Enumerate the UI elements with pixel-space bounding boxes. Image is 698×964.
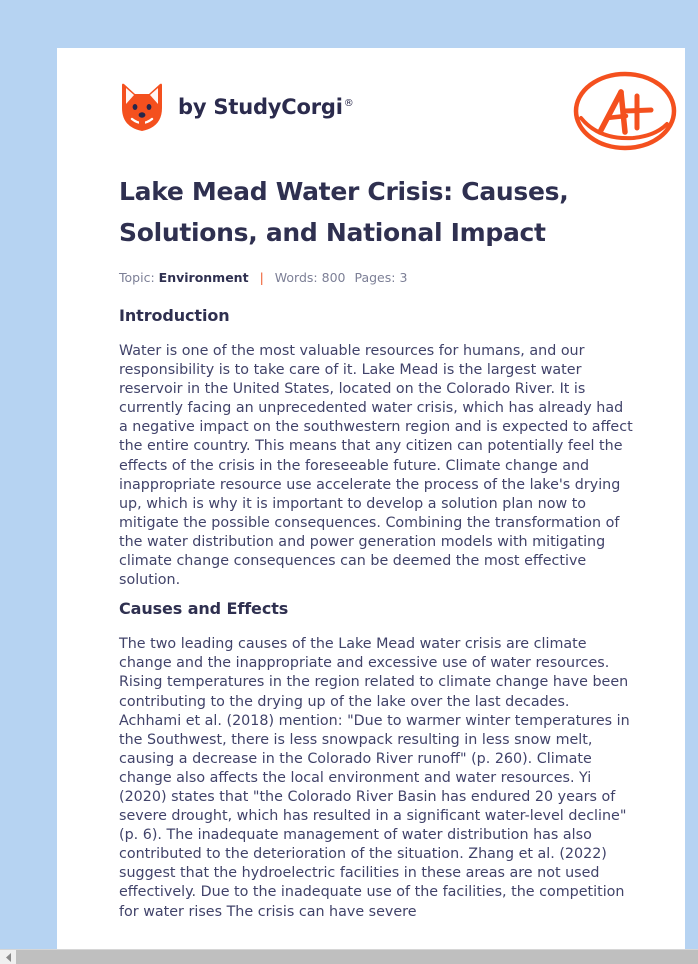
a-plus-circled-icon	[569, 66, 681, 156]
section-heading-introduction: Introduction	[119, 306, 230, 325]
horizontal-scrollbar[interactable]	[0, 949, 698, 964]
pages-label	[354, 270, 407, 285]
registered-trademark-icon: ®	[343, 98, 354, 109]
section-paragraph-introduction: Water is one of the most valuable resources for humans, and our responsibility is to take care of it. Lake Mead is the largest water reservoir in the United States, located on the Colorado River. It is currently facing an unprecedented water crisis, which has already had a negative impact on the southwestern region and is expected to affect the entire country. This means that any citizen can potentially feel the effects of the crisis in the foreseeable future. Climate change and inappropriate resource use accelerate the process of the lake's drying up, which is why it is important to develop a solution plan now to mitigate the possible consequences. Combining the transformation of the water distribution and power generation models with mitigating climate change consequences can be deemed the most effective solution.	[119, 343, 633, 589]
meta-separator: |	[259, 270, 264, 285]
document-meta	[119, 270, 407, 285]
page-title: Lake Mead Water Crisis: Causes, Solutions, and National Impact	[119, 177, 569, 247]
words-label-text: Words:	[274, 270, 318, 285]
pages-label-text: Pages:	[354, 270, 396, 285]
section-heading-causes-and-effects: Causes and Effects	[119, 599, 289, 619]
section-paragraph-causes-and-effects: The two leading causes of the Lake Mead water crisis are climate change and the inappropriate and excessive use of water resources. Rising temperatures in the region related to climate change have been contributing to the drying up of the lake over the last decades. Achhami et al. (2018) mention: "Due to warmer winter temperatures in the Southwest, there is less snowpack resulting in less snow melt, causing a decrease in the Colorado River runoff" (p. 260). Climate change also affects the local environment and water resources. Yi (2020) states that "the Colorado River Basin has endured 20 years of severe drought, which has resulted in a significant water-level decline" (p. 6). The inadequate management of water distribution has also contributed to the deterioration of the situation. Zhang et al. (2022) suggest that the hydroelectric facilities in these areas are not used effectively. Due to the inadequate use of the facilities, the competition for water rises The crisis can have severe	[119, 636, 630, 920]
brand-logo-lockup[interactable]	[119, 82, 354, 132]
brand-name	[178, 95, 354, 119]
corgi-face-icon	[119, 82, 165, 132]
scrollbar-thumb[interactable]	[16, 950, 698, 964]
pages-value: 3	[399, 270, 408, 285]
brand-name-text: by StudyCorgi	[178, 95, 343, 119]
chevron-left-icon	[5, 953, 12, 962]
words-value: 800	[321, 270, 346, 285]
document-body	[119, 306, 636, 931]
scrollbar-track[interactable]	[16, 950, 698, 964]
topic-link[interactable]: Environment	[158, 270, 249, 285]
site-header	[119, 66, 639, 156]
words-label	[275, 270, 346, 285]
document-sheet	[57, 48, 685, 949]
scroll-left-button[interactable]	[0, 950, 16, 964]
topic-label: Topic:	[119, 270, 155, 285]
